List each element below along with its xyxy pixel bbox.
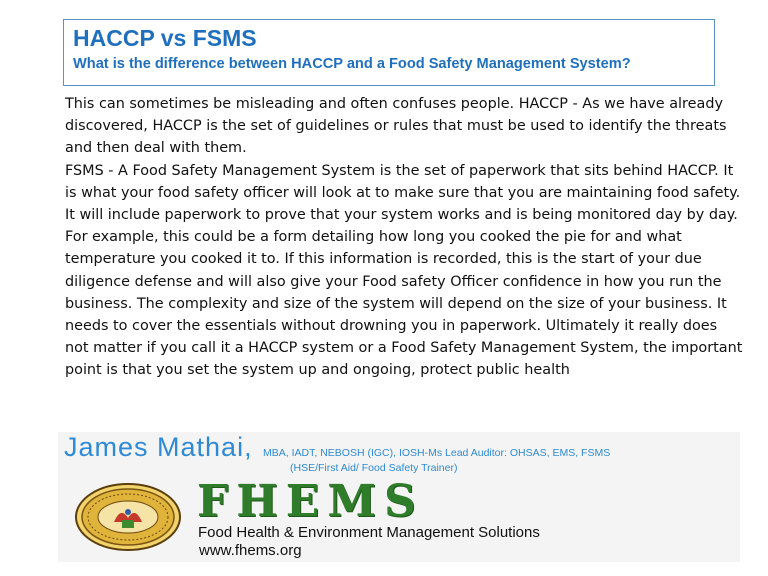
author-name: James Mathai, <box>64 432 253 462</box>
brand-tagline: Food Health & Environment Management Solutions <box>198 524 540 541</box>
body-text <box>65 93 745 382</box>
author-credentials-line2: (HSE/First Aid/ Food Safety Trainer) <box>290 462 458 474</box>
circular-seal-logo-icon <box>74 482 182 552</box>
title-box <box>63 19 715 86</box>
website-link[interactable]: www.fhems.org <box>199 542 302 559</box>
brand-name: FHEMS <box>197 476 424 527</box>
paragraph-haccp: This can sometimes be misleading and often confuses people. HACCP - As we have already discovered, HACCP is the set of guidelines or rules that must be used to identify the threats and then deal with them. <box>65 96 727 157</box>
page-title: HACCP vs FSMS <box>73 25 257 51</box>
author-line <box>64 432 610 463</box>
paragraph-fsms: FSMS - A Food Safety Management System is the set of paperwork that sits behind HACCP. It is what your food safety officer will look at to make sure that you are maintaining food safety. It will include paperwork to prove that your system works and is being monitored day by day. For example, this could be a form detailing how long you cooked the pie for and what temperature you cooked it to. If this information is recorded, this is the start of your due diligence defense and will also give your Food safety Officer confidence in how you run the business. The complexity and size of the system will depend on the size of your business. It needs to cover the essentials without drowning you in paperwork. Ultimately it really does not matter if you call it a HACCP system or a Food Safety Management System, the important point is that you set the system up and ongoing, protect public health <box>65 162 743 379</box>
page-subtitle: What is the difference between HACCP and a Food Safety Management System? <box>73 56 631 72</box>
author-credentials: MBA, IADT, NEBOSH (IGC), IOSH-Ms Lead Auditor: OHSAS, EMS, FSMS <box>263 447 611 459</box>
